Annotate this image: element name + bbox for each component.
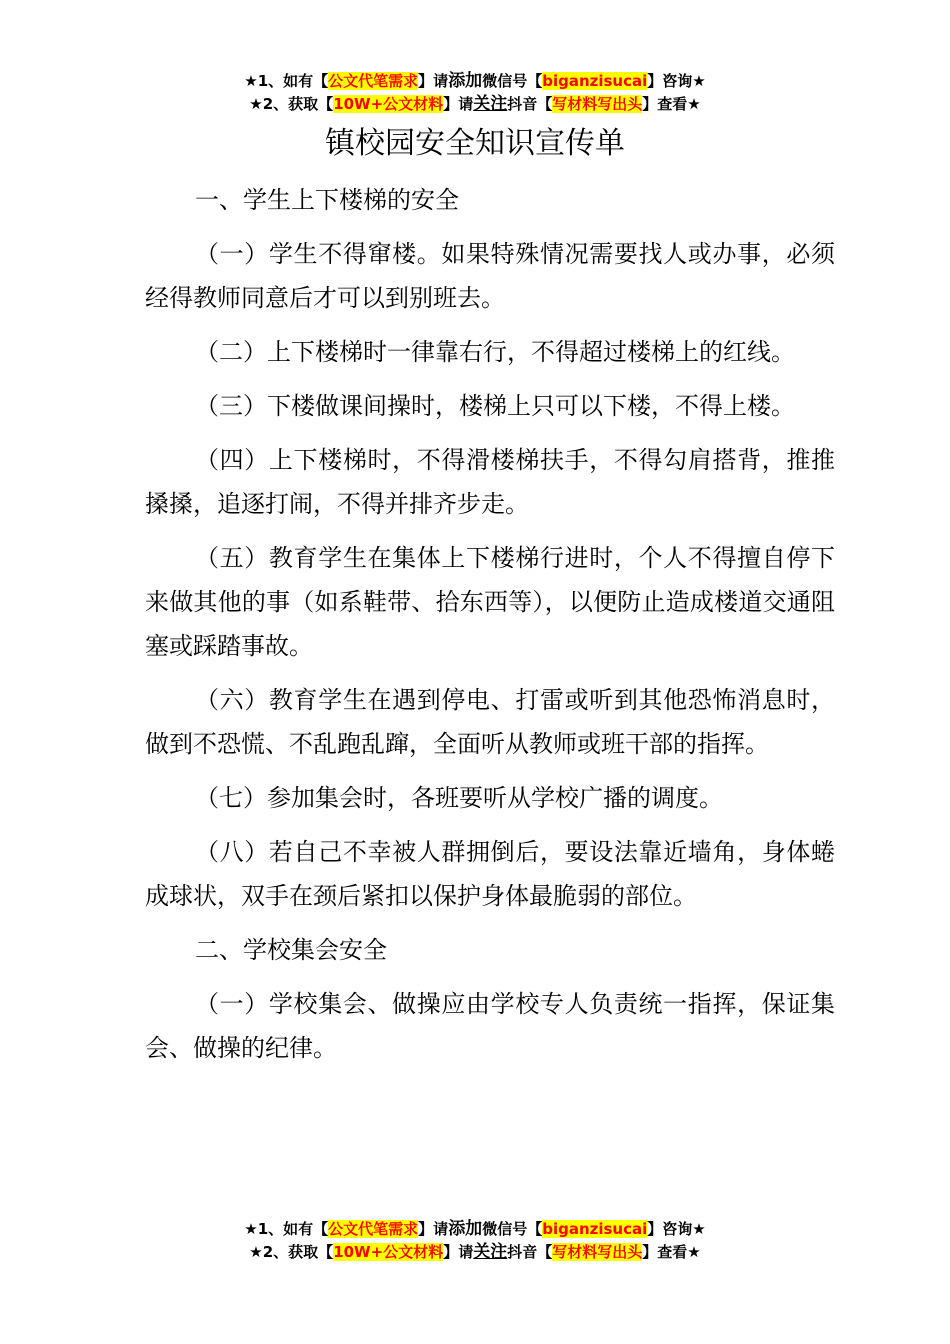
document-body bbox=[145, 178, 835, 1080]
promo-text: 】请 bbox=[418, 1220, 449, 1238]
promo-text: ★2、获取【 bbox=[249, 95, 334, 113]
section-heading: 二、学校集会安全 bbox=[195, 936, 387, 964]
promo-banner-bottom bbox=[0, 1218, 950, 1264]
promo-highlight: 10W+公文材料 bbox=[333, 1243, 444, 1261]
promo-text: 】查看★ bbox=[642, 1243, 701, 1261]
promo-text: 微信号【 bbox=[482, 72, 543, 90]
promo-text: 】请 bbox=[443, 95, 474, 113]
section-heading: 一、学生上下楼梯的安全 bbox=[195, 186, 459, 214]
document-title: 镇校园安全知识宣传单 bbox=[325, 126, 625, 161]
promo-emphasis: 关注 bbox=[473, 1242, 508, 1262]
promo-highlight: 写材料写出头 bbox=[552, 1243, 643, 1261]
paragraph: （四）上下楼梯时，不得滑楼梯扶手，不得勾肩搭背，推推搡搡，追逐打闹，不得并排齐步走。 bbox=[145, 446, 835, 518]
promo-text: ★1、如有【 bbox=[244, 1220, 329, 1238]
promo-emphasis: 关注 bbox=[473, 94, 508, 114]
promo-highlight: 写材料写出头 bbox=[552, 95, 643, 113]
promo-highlight: biganzisucai bbox=[542, 1220, 648, 1238]
promo-text: 】请 bbox=[443, 1243, 474, 1261]
promo-text: ★2、获取【 bbox=[249, 1243, 334, 1261]
promo-banner-top bbox=[0, 70, 950, 116]
promo-text: 微信号【 bbox=[482, 1220, 543, 1238]
promo-highlight: 公文代笔需求 bbox=[328, 72, 419, 90]
promo-text: 抖音【 bbox=[507, 95, 553, 113]
promo-text: 】咨询★ bbox=[647, 72, 706, 90]
promo-line-2 bbox=[0, 1241, 950, 1264]
promo-line-1 bbox=[0, 70, 950, 93]
promo-text: 抖音【 bbox=[507, 1243, 553, 1261]
paragraph: （一）学生不得窜楼。如果特殊情况需要找人或办事，必须经得教师同意后才可以到别班去。 bbox=[145, 240, 835, 312]
promo-emphasis: 添加 bbox=[448, 71, 483, 91]
paragraph: （三）下楼做课间操时，楼梯上只可以下楼，不得上楼。 bbox=[195, 392, 795, 420]
paragraph: （八）若自己不幸被人群拥倒后，要设法靠近墙角，身体蜷成球状，双手在颈后紧扣以保护身体最脆弱的部位。 bbox=[145, 838, 835, 910]
paragraph: （一）学校集会、做操应由学校专人负责统一指挥，保证集会、做操的纪律。 bbox=[145, 990, 835, 1062]
promo-text: 】查看★ bbox=[642, 95, 701, 113]
promo-text: 】咨询★ bbox=[647, 1220, 706, 1238]
paragraph: （二）上下楼梯时一律靠右行，不得超过楼梯上的红线。 bbox=[195, 338, 795, 366]
promo-highlight: biganzisucai bbox=[542, 72, 648, 90]
promo-text: ★1、如有【 bbox=[244, 72, 329, 90]
paragraph: （五）教育学生在集体上下楼梯行进时，个人不得擅自停下来做其他的事（如系鞋带、拾东西等），以便防止造成楼道交通阻塞或踩踏事故。 bbox=[145, 544, 835, 660]
promo-line-2 bbox=[0, 93, 950, 116]
promo-highlight: 10W+公文材料 bbox=[333, 95, 444, 113]
paragraph: （六）教育学生在遇到停电、打雷或听到其他恐怖消息时，做到不恐慌、不乱跑乱蹿，全面听从教师或班干部的指挥。 bbox=[145, 686, 835, 758]
promo-highlight: 公文代笔需求 bbox=[328, 1220, 419, 1238]
promo-emphasis: 添加 bbox=[448, 1219, 483, 1239]
paragraph: （七）参加集会时，各班要听从学校广播的调度。 bbox=[195, 784, 723, 812]
promo-text: 】请 bbox=[418, 72, 449, 90]
promo-line-1 bbox=[0, 1218, 950, 1241]
